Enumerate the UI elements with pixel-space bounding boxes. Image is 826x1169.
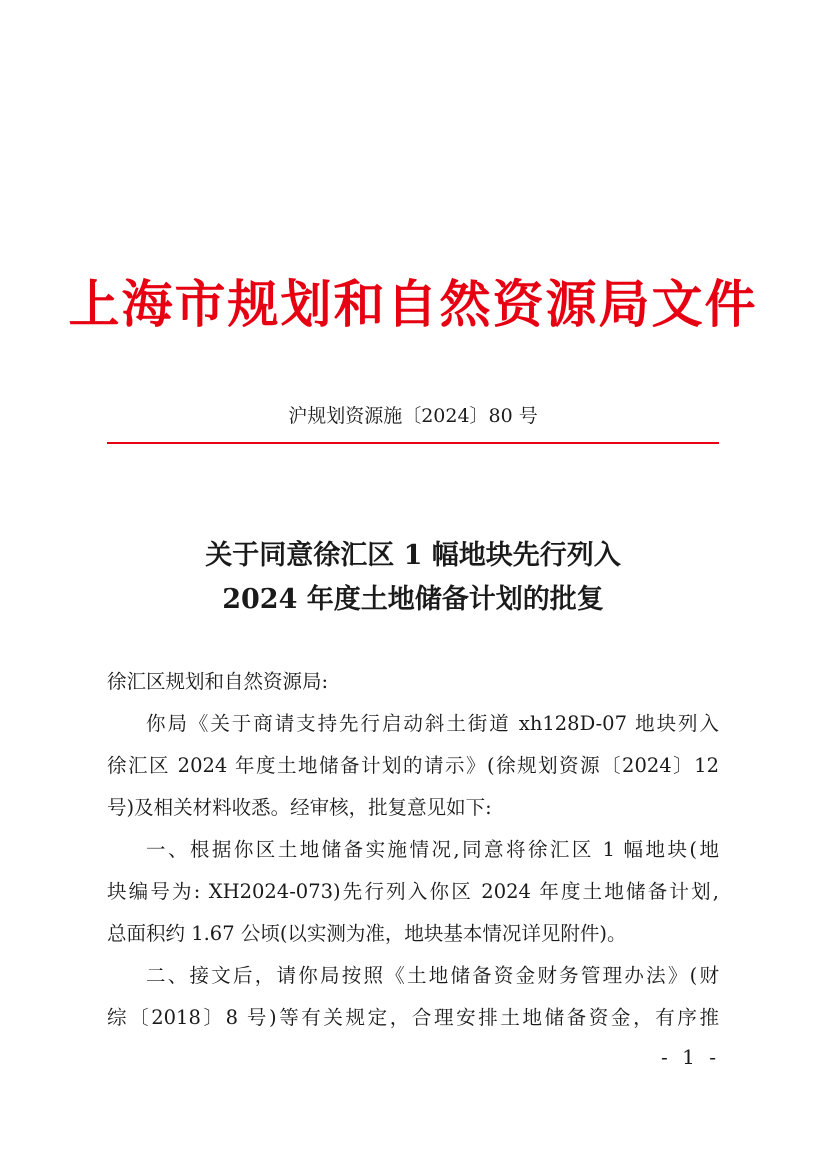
body-line: 综〔2018〕8 号)等有关规定，合理安排土地储备资金，有序推: [107, 1006, 719, 1029]
body-line: 你局《关于商请支持先行启动斜土街道 xh128D-07 地块列入: [146, 712, 719, 735]
body-line: 一、根据你区土地储备实施情况,同意将徐汇区 1 幅地块(地: [146, 838, 719, 861]
body-line: 徐汇区 2024 年度土地储备计划的请示》(徐规划资源〔2024〕12: [107, 754, 719, 777]
masthead-title: 上海市规划和自然资源局文件: [68, 275, 758, 335]
body-line: 块编号为: XH2024-073)先行列入你区 2024 年度土地储备计划,: [107, 880, 719, 903]
body-line: 号)及相关材料收悉。经审核，批复意见如下:: [107, 796, 492, 819]
document-number: 沪规划资源施〔2024〕80 号: [288, 405, 538, 427]
body-line: 二、接文后，请你局按照《土地储备资金财务管理办法》(财: [146, 964, 719, 987]
salutation: 徐汇区规划和自然资源局:: [107, 670, 329, 693]
body-line: 总面积约 1.67 公顷(以实测为准，地块基本情况详见附件)。: [107, 922, 627, 945]
page-number: - 1 -: [661, 1045, 720, 1069]
red-divider-line: [107, 442, 719, 444]
document-title-line-1: 关于同意徐汇区 1 幅地块先行列入: [205, 540, 621, 571]
document-title-line-2: 2024 年度土地储备计划的批复: [222, 584, 604, 615]
